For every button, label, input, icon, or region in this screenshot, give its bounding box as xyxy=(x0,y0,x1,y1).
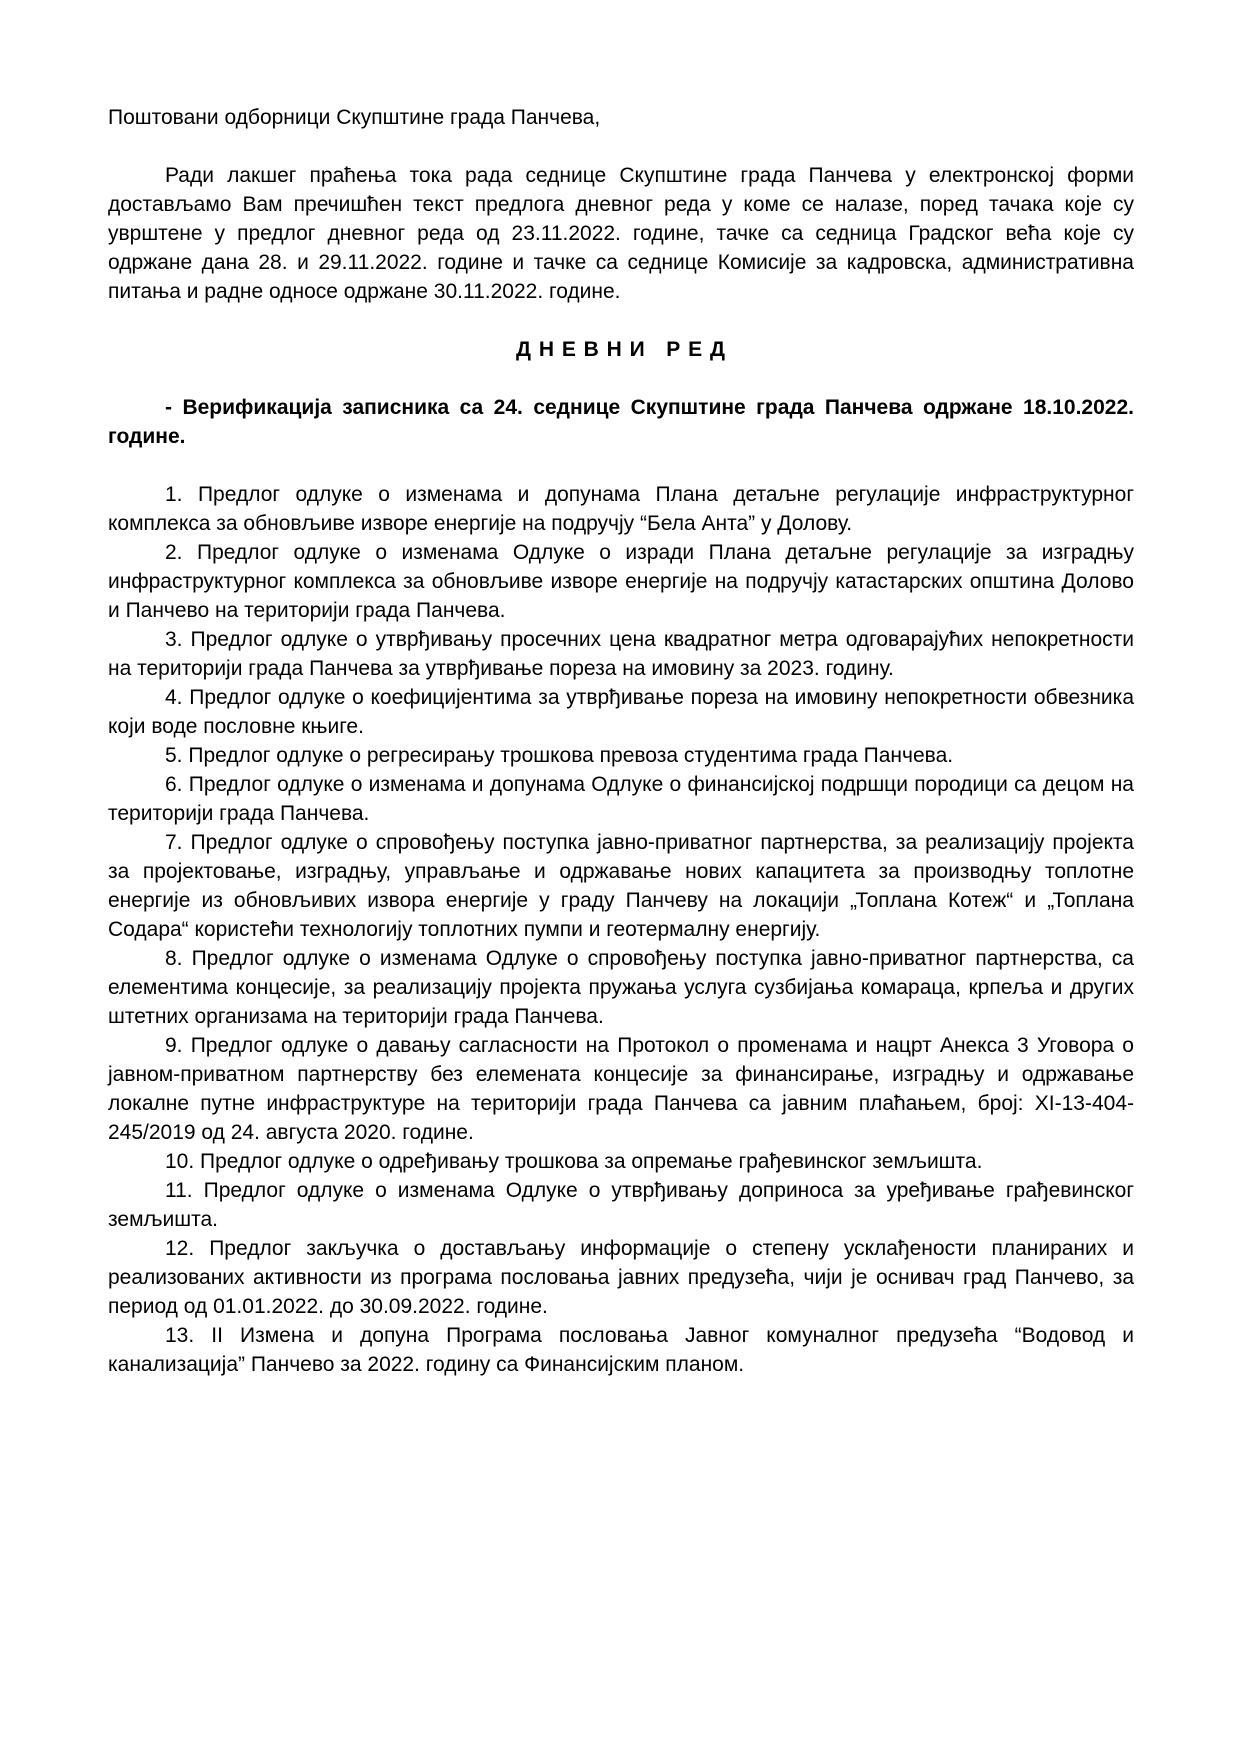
agenda-item-8: 8. Предлог одлуке о изменама Одлуке о спровођењу поступка јавно-приватног партнерства, са елементима концесије, за реализацију пројекта пружања услуга сузбијања комараца, крпеља и других штетних организама на територији града Панчева. xyxy=(108,947,1134,1028)
intro-paragraph: Ради лакшег праћења тока рада седнице Скупштине града Панчева у електронској форми достављамо Вам пречишћен текст предлога дневног реда у коме се налазе, поред тачака које су уврштене у предлог дневног реда од 23.11.2022. године, тачке са седница Градског већа које су одржане дана 28. и 29.11.2022. године и тачке са седнице Комисије за кадровска, административна питања и радне односе одржане 30.11.2022. године. xyxy=(108,164,1134,303)
agenda-item-9: 9. Предлог одлуке о давању сагласности на Протокол о променама и нацрт Анекса 3 Уговора о јавном-приватном партнерству без елемената концесије за финансирање, изградњу и одржавање локалне путне инфраструктуре на територији града Панчева са јавним плаћањем, број: XI-13-404-245/2019 од 24. августа 2020. године. xyxy=(108,1034,1134,1144)
agenda-items xyxy=(108,480,1134,1379)
agenda-item-1: 1. Предлог одлуке о изменама и допунама Плана детаљне регулације инфраструктурног комплекса за обновљиве изворе енергије на подручју “Бела Анта” у Долову. xyxy=(108,483,1134,535)
agenda-item-3: 3. Предлог одлуке о утврђивању просечних цена квадратног метра одговарајућих непокретности на територији града Панчева за утврђивање пореза на имовину за 2023. годину. xyxy=(108,628,1134,680)
agenda-item-11: 11. Предлог одлуке о изменама Одлуке о утврђивању доприноса за уређивање грађевинског земљишта. xyxy=(108,1179,1134,1231)
agenda-item-10: 10. Предлог одлуке о одређивању трошкова за опремање грађевинског земљишта. xyxy=(165,1150,983,1173)
agenda-item-12: 12. Предлог закључка о достављању информације о степену усклађености планираних и реализованих активности из програма пословања јавних предузећа, чији је оснивач град Панчево, за период од 01.01.2022. до 30.09.2022. године. xyxy=(108,1237,1134,1318)
agenda-heading: Д Н Е В Н И Р Е Д xyxy=(516,338,726,361)
salutation: Поштовани одборници Скупштине града Панчева, xyxy=(108,106,601,129)
verification-item: - Верификација записника са 24. седнице Скупштине града Панчева одржане 18.10.2022. године. xyxy=(108,396,1134,448)
agenda-item-7: 7. Предлог одлуке о спровођењу поступка јавно-приватног партнерства, за реализацију пројекта за пројектовање, изградњу, управљање и одржавање нових капацитета за производњу топлотне енергије из обновљивих извора енергије у граду Панчеву на локацији „Топлана Котеж“ и „Топлана Содара“ користећи технологију топлотних пумпи и геотермалну енергију. xyxy=(108,831,1134,941)
agenda-item-5: 5. Предлог одлуке о регресирању трошкова превоза студентима града Панчева. xyxy=(165,744,954,767)
agenda-item-4: 4. Предлог одлуке о коефицијентима за утврђивање пореза на имовину непокретности обвезника који воде пословне књиге. xyxy=(108,686,1134,738)
agenda-item-2: 2. Предлог одлуке о изменама Одлуке о изради Плана детаљне регулације за изградњу инфраструктурног комплекса за обновљиве изворе енергије на подручју катастарских општина Долово и Панчево на територији града Панчева. xyxy=(108,541,1134,622)
agenda-item-6: 6. Предлог одлуке о изменама и допунама Одлуке о финансијској подршци породици са децом на територији града Панчева. xyxy=(108,773,1134,825)
agenda-item-13: 13. II Измена и допуна Програма пословања Јавног комуналног предузећа “Водовод и канализација” Панчево за 2022. годину са Финансијским планом. xyxy=(108,1324,1134,1376)
